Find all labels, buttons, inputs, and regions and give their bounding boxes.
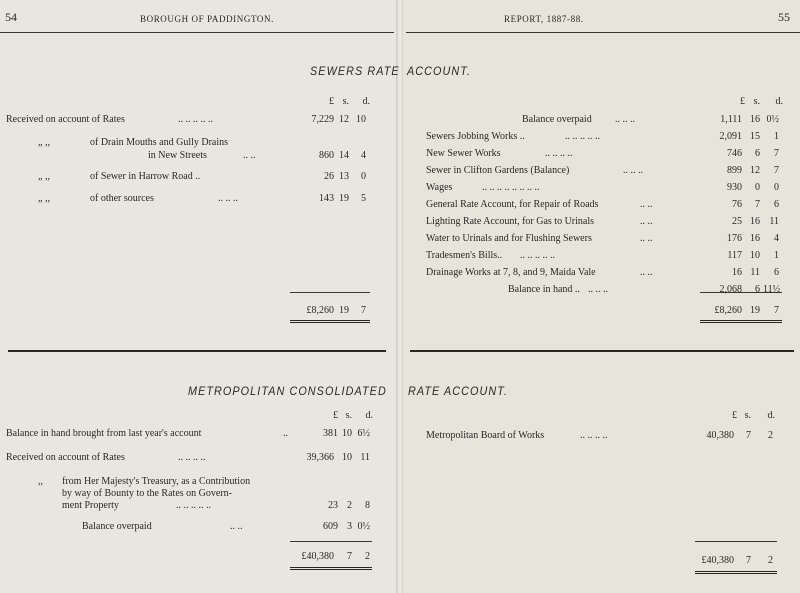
sewers-receipt-label-cont: in New Streets	[148, 150, 207, 161]
amount-pounds: 746	[727, 148, 742, 159]
metro-payments-total-pounds: £40,380	[701, 555, 734, 566]
amount-pence: 11	[769, 216, 779, 227]
left-header-rule	[0, 32, 394, 33]
metro-title-right: RATE ACCOUNT.	[408, 384, 509, 398]
amount-pounds: 26	[324, 171, 334, 182]
amount-shillings: 11	[750, 267, 760, 278]
sewers-payments-total-pounds: £8,260	[714, 305, 742, 316]
sewers-receipt-label: of Drain Mouths and Gully Drains	[90, 137, 229, 148]
sewers-receipts-total-pounds: £8,260	[306, 305, 334, 316]
sewers-receipt-label: of other sources	[90, 193, 154, 204]
amount-pence: 5	[361, 193, 366, 204]
sewers-left-pound-header: £	[329, 96, 334, 107]
amount-shillings: 16	[750, 233, 760, 244]
metro-receipt-label: Balance in hand brought from last year's account	[6, 428, 202, 439]
amount-pounds: 143	[319, 193, 334, 204]
sewers-payments-total-pence: 7	[774, 305, 779, 316]
amount-pounds: 176	[727, 233, 742, 244]
amount-pence: 0½	[357, 521, 370, 532]
amount-pounds: 1,111	[720, 114, 742, 125]
sewers-receipts-total-pence: 7	[361, 305, 366, 316]
sewers-right-pence-header: d.	[775, 96, 783, 107]
amount-shillings: 10	[342, 428, 352, 439]
amount-shillings: 2	[347, 500, 352, 511]
amount-pence: 0	[774, 182, 779, 193]
amount-shillings: 0	[755, 182, 760, 193]
amount-pence: 0	[361, 171, 366, 182]
amount-pounds: 930	[727, 182, 742, 193]
sewers-payment-label: New Sewer Works	[426, 148, 501, 159]
amount-pence: 2	[768, 430, 773, 441]
metro-left-shilling-header: s.	[345, 410, 352, 421]
sewers-payment-label: Sewers Jobbing Works ..	[426, 131, 525, 142]
metro-left-double-rule	[290, 567, 372, 570]
right-page-number: 55	[778, 10, 790, 24]
leader-dots: .. .. .. .. ..	[178, 114, 213, 125]
sewers-right-shilling-header: s.	[753, 96, 760, 107]
sewers-payment-label: Wages	[426, 182, 453, 193]
ditto-marks: „ ,,	[38, 193, 50, 204]
amount-pounds: 25	[732, 216, 742, 227]
metro-receipts-total-pounds: £40,380	[301, 551, 334, 562]
metro-payment-label: Metropolitan Board of Works	[426, 430, 545, 441]
leader-dots: .. ..	[230, 521, 243, 532]
sewers-payment-label: Drainage Works at 7, 8, and 9, Maida Vale	[426, 267, 596, 278]
sewers-receipt-label: Received on account of Rates	[6, 114, 125, 125]
leader-dots: .. .. .. ..	[545, 148, 573, 159]
sewers-right-double-rule	[700, 320, 782, 323]
sewers-left-total-rule	[290, 292, 370, 293]
amount-pence: 6½	[357, 428, 370, 439]
sewers-payment-label: Balance in hand ..	[508, 284, 580, 295]
leader-dots: .. .. ..	[623, 165, 643, 176]
sewers-title-left: SEWERS RATE	[310, 64, 400, 78]
amount-shillings: 7	[755, 199, 760, 210]
amount-pounds: 381	[323, 428, 338, 439]
amount-pence: 7	[774, 148, 779, 159]
leader-dots: ..	[283, 428, 288, 439]
amount-pence: 4	[361, 150, 366, 161]
amount-shillings: 12	[750, 165, 760, 176]
metro-right-total-rule	[695, 541, 777, 542]
metro-payments-total-pence: 2	[768, 555, 773, 566]
amount-pounds: 899	[727, 165, 742, 176]
metro-receipts-total-pence: 2	[365, 551, 370, 562]
leader-dots: .. ..	[640, 233, 653, 244]
amount-shillings: 15	[750, 131, 760, 142]
amount-pounds: 7,229	[311, 114, 334, 125]
leader-dots: .. .. .. .. .. .. .. ..	[482, 182, 540, 193]
amount-pence: 6	[774, 267, 779, 278]
section-divider-right	[410, 350, 794, 352]
sewers-left-pence-header: d.	[362, 96, 370, 107]
amount-pounds: 117	[727, 250, 742, 261]
metro-left-pound-header: £	[333, 410, 338, 421]
sewers-left-shilling-header: s.	[342, 96, 349, 107]
leader-dots: .. .. ..	[615, 114, 635, 125]
amount-shillings: 12	[339, 114, 349, 125]
amount-pounds: 609	[323, 521, 338, 532]
leader-dots: .. .. ..	[218, 193, 238, 204]
right-running-title: REPORT, 1887-88.	[504, 14, 584, 24]
amount-pence: 1	[774, 131, 779, 142]
metro-left-total-rule	[290, 541, 372, 542]
sewers-title-right: ACCOUNT.	[407, 64, 472, 78]
sewers-payment-label: Tradesmen's Bills..	[426, 250, 503, 261]
amount-pounds: 39,366	[306, 452, 334, 463]
amount-pounds: 860	[319, 150, 334, 161]
amount-pounds: 16	[732, 267, 742, 278]
sewers-receipts-total-shillings: 19	[339, 305, 349, 316]
amount-pence: 8	[365, 500, 370, 511]
sewers-payment-label: Sewer in Clifton Gardens (Balance)	[426, 165, 570, 176]
section-divider-left	[8, 350, 386, 352]
leader-dots: .. .. .. .. ..	[520, 250, 555, 261]
leader-dots: .. .. .. .. ..	[565, 131, 600, 142]
amount-shillings: 3	[347, 521, 352, 532]
amount-pence: 10	[356, 114, 366, 125]
sewers-payment-label: Balance overpaid	[522, 114, 592, 125]
amount-shillings: 14	[339, 150, 349, 161]
amount-pounds: 2,068	[719, 284, 742, 295]
metro-left-pence-header: d.	[365, 410, 373, 421]
metro-right-pence-header: d.	[767, 410, 775, 421]
sewers-right-pound-header: £	[740, 96, 745, 107]
metro-receipt-label: from Her Majesty's Treasury, as a Contribution	[62, 476, 251, 487]
right-header-rule	[406, 32, 800, 33]
leader-dots: .. ..	[243, 150, 256, 161]
amount-shillings: 6	[755, 284, 760, 295]
left-page-number: 54	[5, 10, 17, 24]
leader-dots: .. .. .. ..	[580, 430, 608, 441]
amount-pounds: 76	[732, 199, 742, 210]
amount-shillings: 16	[750, 114, 760, 125]
amount-pence: 11½	[763, 284, 781, 295]
amount-pounds: 2,091	[719, 131, 742, 142]
amount-shillings: 6	[755, 148, 760, 159]
metro-receipt-label: Balance overpaid	[82, 521, 152, 532]
metro-receipt-label-cont: ment Property	[62, 500, 119, 511]
right-page	[403, 0, 800, 593]
amount-pence: 4	[774, 233, 779, 244]
amount-pence: 7	[774, 165, 779, 176]
sewers-receipt-label: of Sewer in Harrow Road ..	[90, 171, 201, 182]
ditto-marks: ,,	[38, 476, 43, 487]
amount-pence: 0½	[766, 114, 779, 125]
leader-dots: .. .. ..	[588, 284, 608, 295]
amount-shillings: 10	[342, 452, 352, 463]
leader-dots: .. ..	[640, 267, 653, 278]
metro-right-pound-header: £	[732, 410, 737, 421]
metro-receipt-label: Received on account of Rates	[6, 452, 125, 463]
metro-right-shilling-header: s.	[744, 410, 751, 421]
amount-shillings: 10	[750, 250, 760, 261]
ditto-marks: „ ,,	[38, 137, 50, 148]
amount-shillings: 19	[339, 193, 349, 204]
amount-shillings: 16	[750, 216, 760, 227]
metro-title-left: METROPOLITAN CONSOLIDATED	[188, 384, 387, 398]
leader-dots: .. ..	[640, 216, 653, 227]
leader-dots: .. .. .. .. ..	[176, 500, 211, 511]
sewers-payment-label: Water to Urinals and for Flushing Sewers	[426, 233, 592, 244]
amount-pounds: 23	[328, 500, 338, 511]
metro-receipts-total-shillings: 7	[347, 551, 352, 562]
left-running-title: BOROUGH OF PADDINGTON.	[140, 14, 274, 24]
metro-right-double-rule	[695, 571, 777, 574]
sewers-payments-total-shillings: 19	[750, 305, 760, 316]
amount-pence: 11	[360, 452, 370, 463]
sewers-left-double-rule	[290, 320, 370, 323]
amount-shillings: 13	[339, 171, 349, 182]
leader-dots: .. .. .. ..	[178, 452, 206, 463]
amount-shillings: 7	[746, 430, 751, 441]
amount-pence: 1	[774, 250, 779, 261]
sewers-payment-label: Lighting Rate Account, for Gas to Urinals	[426, 216, 595, 227]
leader-dots: .. ..	[640, 199, 653, 210]
metro-payments-total-shillings: 7	[746, 555, 751, 566]
sewers-payment-label: General Rate Account, for Repair of Roads	[426, 199, 599, 210]
ditto-marks: „ ,,	[38, 171, 50, 182]
amount-pence: 6	[774, 199, 779, 210]
metro-receipt-label-cont: by way of Bounty to the Rates on Govern-	[62, 488, 232, 499]
amount-pounds: 40,380	[706, 430, 734, 441]
